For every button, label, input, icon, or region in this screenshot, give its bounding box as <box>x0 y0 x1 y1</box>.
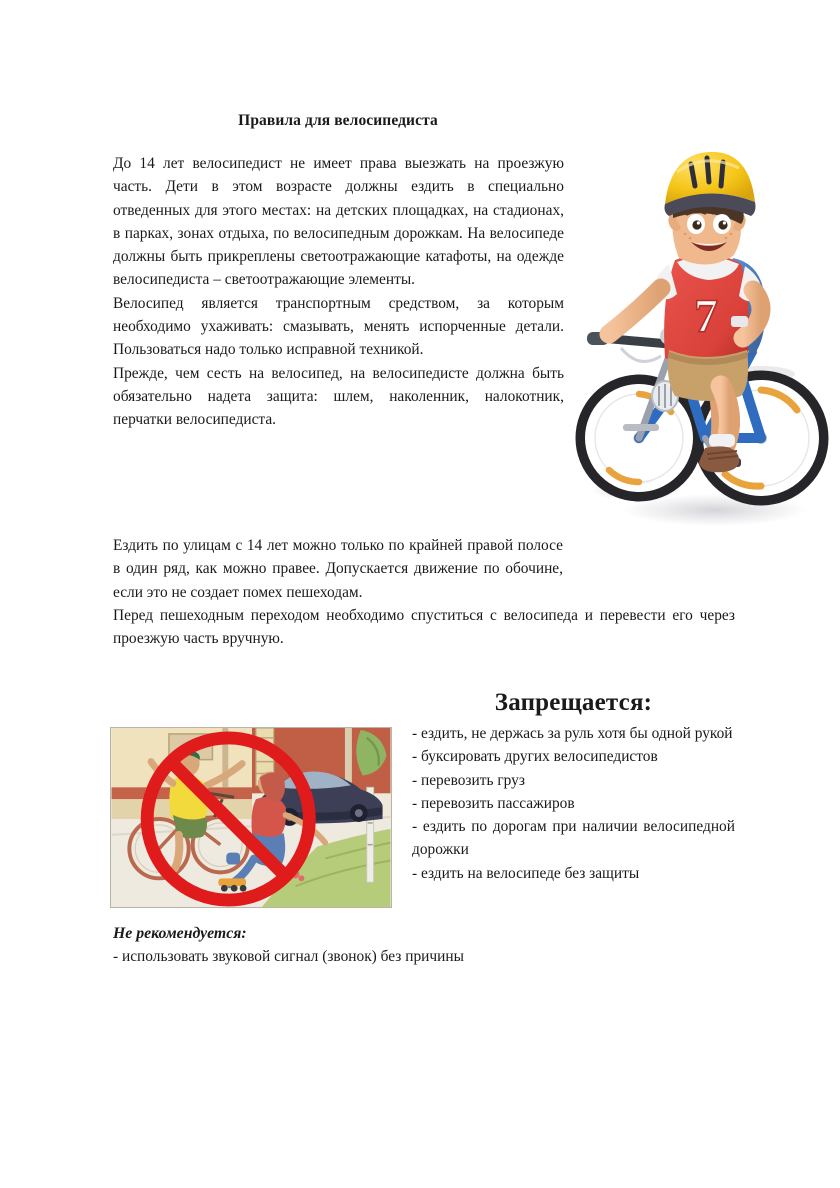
svg-text:7: 7 <box>694 290 718 343</box>
not-recommended-section <box>113 923 735 968</box>
forbidden-item: - ездить по дорогам при наличии велосипедной дорожки <box>412 818 735 859</box>
forbidden-item: - перевозить груз <box>412 771 525 789</box>
forbidden-item: - ездить, не держась за руль хотя бы одной рукой <box>412 725 733 742</box>
not-recommended-heading: Не рекомендуется: <box>113 925 247 942</box>
forbidden-heading: Запрещается: <box>494 689 653 716</box>
boy-riding-bicycle-illustration <box>565 138 833 538</box>
forbidden-section <box>412 688 735 885</box>
intro-text-column <box>113 152 564 432</box>
forbidden-item: - ездить на велосипеде без защиты <box>412 864 640 882</box>
shoe <box>699 446 739 472</box>
intro-paragraph-1: До 14 лет велосипедист не имеет права выезжать на проезжую часть. Дети в этом возрасте должны ездить в специально отведенных для этого местах: на детских площадках, на стадионах, в парках, зонах отдыха, по велосипедным дорожкам. На велосипеде должны быть прикреплены светоотражающие катафоты, на одежде велосипедиста – светоотражающие элементы. <box>113 155 564 289</box>
forbidden-riding-photo <box>110 727 392 908</box>
road-rules-paragraph-1: Ездить по улицам с 14 лет можно только по крайней правой полосе в один ряд, как можно правее. Допускается движение по обочине, если это не создает помех пешеходам. <box>113 537 563 601</box>
road-rules-paragraph-2: Перед пешеходным переходом необходимо спуститься с велосипеда и перевести его через проезжую часть вручную. <box>113 606 735 648</box>
forbidden-list <box>412 722 735 885</box>
forbidden-item: - перевозить пассажиров <box>412 794 575 812</box>
intro-paragraph-3: Прежде, чем сесть на велосипед, на велосипедисте должна быть обязательно надета защита: шлем, наколенник, налокотник, перчатки велосипедиста. <box>113 364 564 429</box>
intro-paragraph-2: Велосипед является транспортным средством, за которым необходимо ухаживать: смазывать, менять испорченные детали. Пользоваться надо только исправной техникой. <box>113 294 564 359</box>
road-rules-column <box>113 534 735 650</box>
helmet <box>665 152 756 216</box>
not-recommended-item: - использовать звуковой сигнал (звонок) без причины <box>113 948 464 965</box>
forbidden-item: - буксировать других велосипедистов <box>412 748 658 766</box>
page-title: Правила для велосипедиста <box>238 112 438 129</box>
